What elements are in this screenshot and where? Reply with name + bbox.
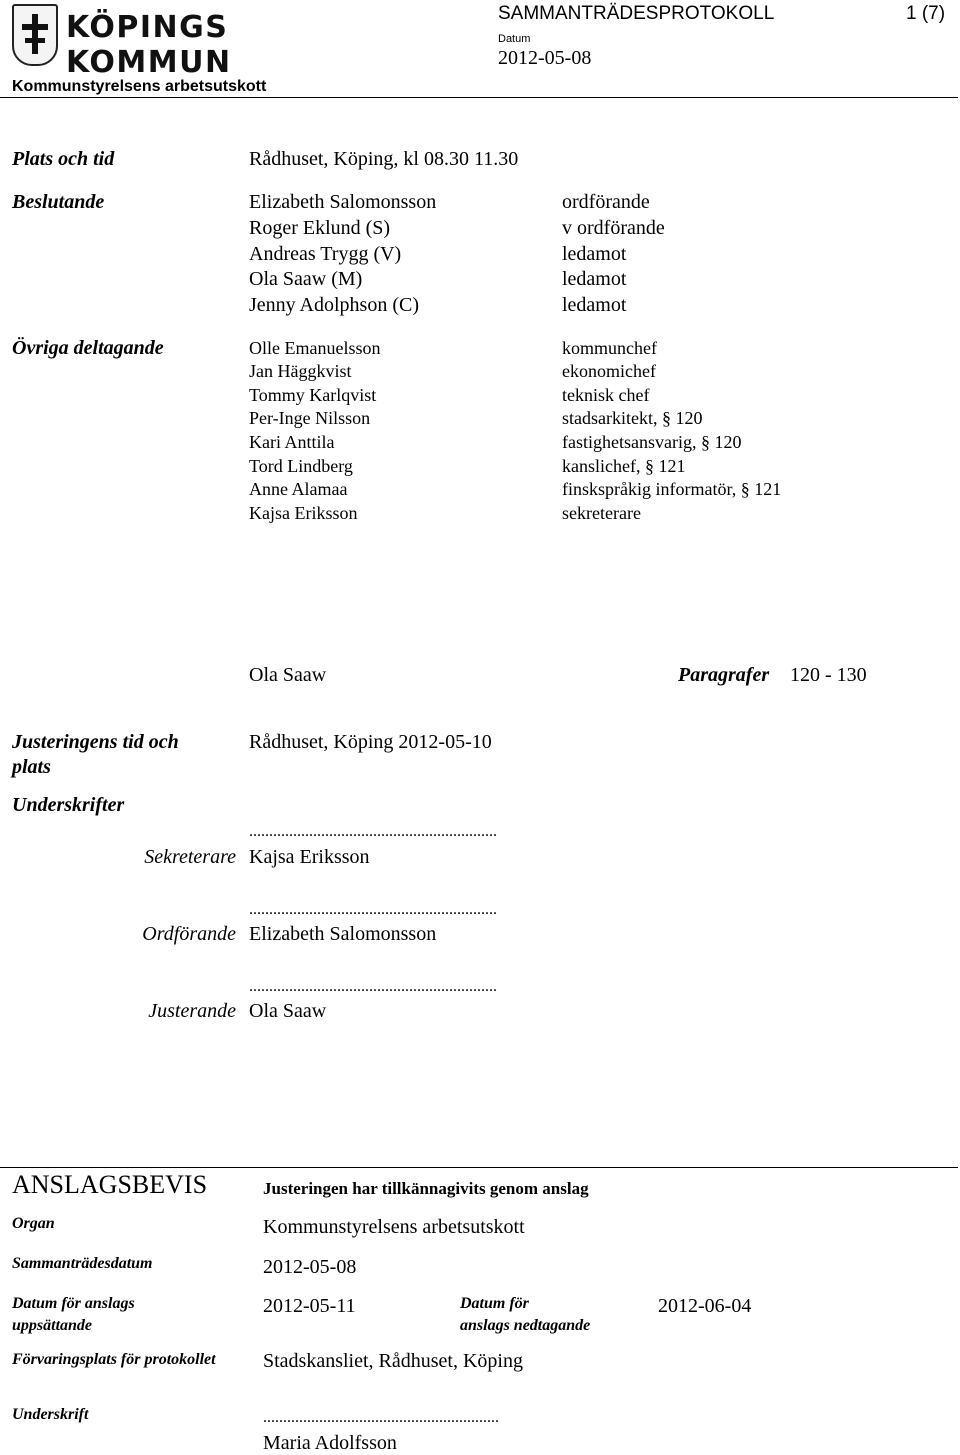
participant-name: Per-Inge Nilsson	[249, 408, 371, 428]
organ-label: Organ	[12, 1215, 55, 1232]
participant-role: ekonomichef	[562, 361, 656, 381]
participant-role: teknisk chef	[562, 385, 650, 405]
signature-name: Elizabeth Salomonsson	[249, 923, 437, 945]
page-number: 1 (7)	[906, 3, 946, 24]
posting-date-label: Datum för anslags	[12, 1295, 135, 1312]
participant-role: fastighetsansvarig, § 120	[562, 432, 742, 452]
participant-name: Tord Lindberg	[249, 456, 353, 476]
place-time-value: Rådhuset, Köping, kl 08.30 11.30	[249, 148, 519, 170]
committee-name: Kommunstyrelsens arbetsutskott	[12, 78, 267, 95]
member-role: v ordförande	[562, 217, 665, 239]
participant-name: Tommy Karlqvist	[249, 385, 377, 405]
member-name: Ola Saaw (M)	[249, 268, 363, 290]
member-name: Elizabeth Salomonsson	[249, 191, 437, 213]
member-role: ledamot	[562, 243, 627, 265]
participant-role: kanslichef, § 121	[562, 456, 686, 476]
participant-role: stadsarkitekt, § 120	[562, 408, 703, 428]
paragraphs-value: 120 - 130	[790, 664, 867, 686]
signature-name: Ola Saaw	[249, 1000, 327, 1022]
paragraphs-label: Paragrafer	[678, 664, 770, 686]
adjustment-value: Rådhuset, Köping 2012-05-10	[249, 731, 492, 753]
signature-role: Justerande	[148, 1000, 236, 1022]
municipality-logo	[12, 4, 342, 80]
signature-role: Sekreterare	[144, 846, 236, 868]
adjuster-name: Ola Saaw	[249, 664, 327, 686]
member-role: ledamot	[562, 268, 627, 290]
adjustment-label: Justeringens tid och	[12, 731, 179, 753]
signature-line: ...........................................................	[263, 1409, 499, 1426]
participant-name: Kajsa Eriksson	[249, 503, 358, 523]
organ-value: Kommunstyrelsens arbetsutskott	[263, 1216, 525, 1238]
decision-makers-label: Beslutande	[12, 191, 105, 213]
posting-date-value: 2012-05-11	[263, 1295, 356, 1317]
signature-line: ..............................................................	[249, 978, 497, 995]
signature-line: ..............................................................	[249, 901, 497, 918]
member-role: ledamot	[562, 294, 627, 316]
participant-name: Jan Häggkvist	[249, 361, 352, 381]
adjustment-label-line2: plats	[12, 756, 51, 778]
member-role: ordförande	[562, 191, 650, 213]
participant-role: sekreterare	[562, 503, 641, 523]
meeting-date-label: Sammanträdesdatum	[12, 1255, 153, 1272]
signature-name: Maria Adolfsson	[263, 1432, 397, 1454]
document-type: SAMMANTRÄDESPROTOKOLL	[498, 3, 775, 24]
other-participants-label: Övriga deltagande	[12, 337, 164, 359]
coat-of-arms-icon	[12, 4, 58, 66]
storage-value: Stadskansliet, Rådhuset, Köping	[263, 1350, 523, 1372]
protocol-date: 2012-05-08	[498, 47, 592, 69]
participant-name: Kari Anttila	[249, 432, 335, 452]
member-name: Andreas Trygg (V)	[249, 243, 402, 265]
participant-name: Anne Alamaa	[249, 479, 348, 499]
signature-role: Ordförande	[142, 923, 236, 945]
notice-title: ANSLAGSBEVIS	[12, 1170, 208, 1199]
participant-role: finskspråkig informatör, § 121	[562, 479, 782, 499]
place-time-label: Plats och tid	[12, 148, 115, 170]
participant-role: kommunchef	[562, 338, 657, 358]
signatures-label: Underskrifter	[12, 794, 125, 816]
member-name: Jenny Adolphson (C)	[249, 294, 419, 316]
date-label: Datum	[498, 33, 531, 45]
meeting-date-value: 2012-05-08	[263, 1256, 357, 1278]
removal-date-label-line2: anslags nedtagande	[460, 1317, 591, 1334]
member-name: Roger Eklund (S)	[249, 217, 391, 239]
removal-date-label: Datum för	[460, 1295, 529, 1312]
signature-name: Kajsa Eriksson	[249, 846, 370, 868]
notice-subtitle: Justeringen har tillkännagivits genom anslag	[263, 1179, 589, 1198]
logo-text: KÖPINGS KOMMUN	[66, 10, 232, 80]
participant-name: Olle Emanuelsson	[249, 338, 381, 358]
storage-label: Förvaringsplats för protokollet	[12, 1351, 216, 1368]
posting-date-label-line2: uppsättande	[12, 1317, 93, 1334]
signature-line: ..............................................................	[249, 823, 497, 840]
notice-divider	[0, 1167, 958, 1168]
removal-date-value: 2012-06-04	[658, 1295, 752, 1317]
signature-label: Underskrift	[12, 1406, 89, 1423]
header-divider	[0, 97, 958, 98]
